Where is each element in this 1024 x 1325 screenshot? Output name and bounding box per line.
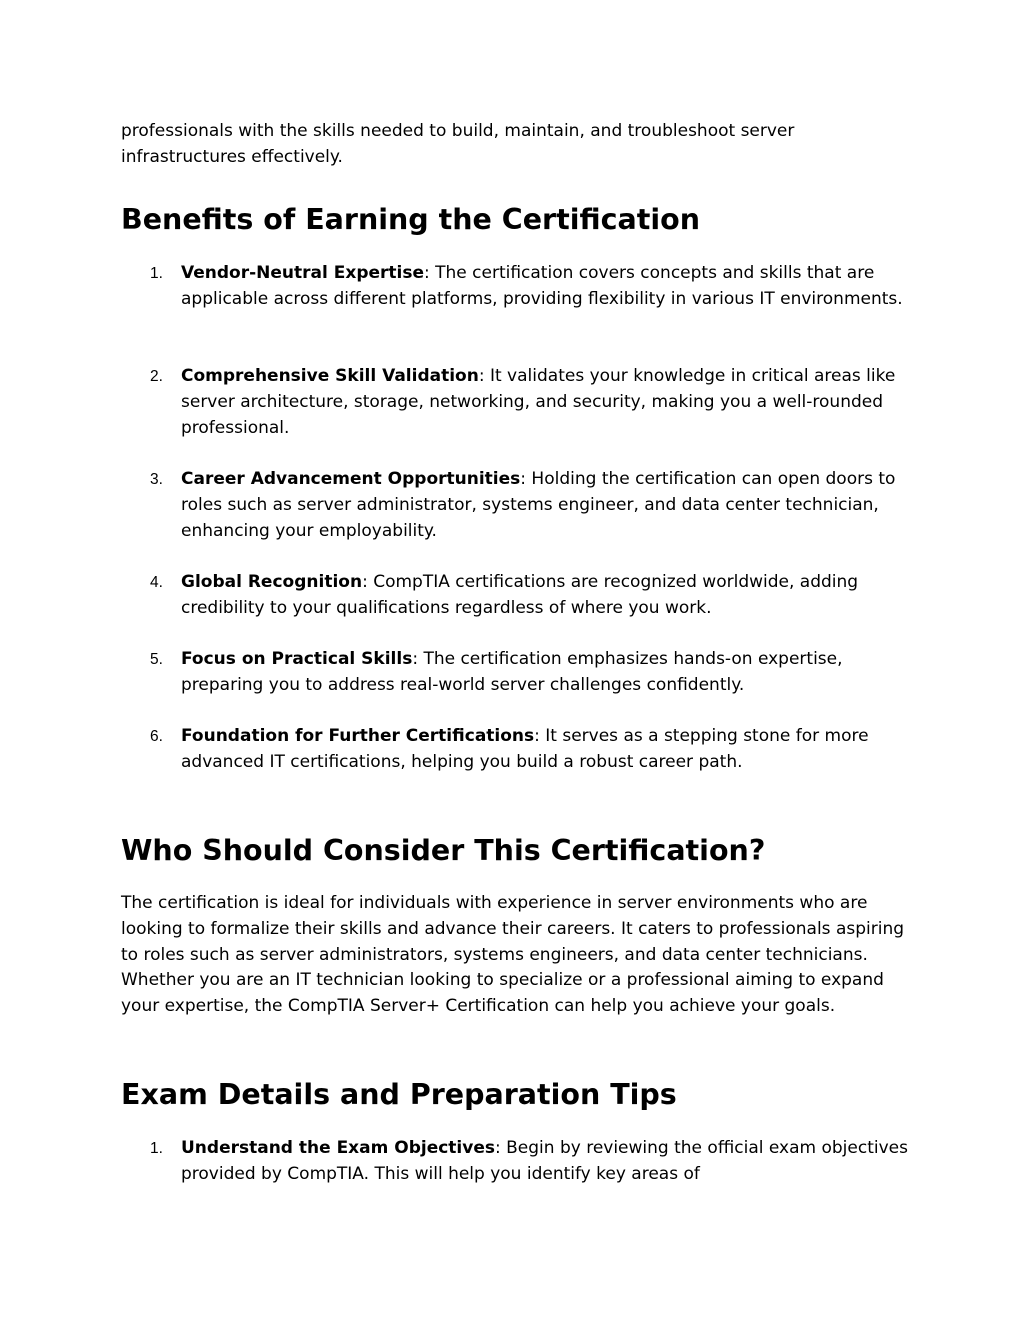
list-number: 5. bbox=[150, 651, 163, 668]
exam-heading: Exam Details and Preparation Tips bbox=[121, 1078, 677, 1111]
list-item-text: : The certification covers concepts and skills that are applicable across different platforms, providing flexibility in various IT environments. bbox=[181, 263, 903, 309]
list-number: 3. bbox=[150, 471, 163, 488]
list-item-body bbox=[181, 570, 909, 622]
who-heading: Who Should Consider This Certification? bbox=[121, 834, 766, 867]
list-item-title: Understand the Exam Objectives bbox=[181, 1138, 495, 1158]
list-item-text: : Begin by reviewing the official exam objectives provided by CompTIA. This will help you identify key areas of bbox=[181, 1138, 908, 1184]
list-item-title: Comprehensive Skill Validation bbox=[181, 366, 479, 386]
list-item-text: : It serves as a stepping stone for more advanced IT certifications, helping you build a robust career path. bbox=[181, 726, 869, 772]
list-item-text: : CompTIA certifications are recognized worldwide, adding credibility to your qualifications regardless of where you work. bbox=[181, 572, 859, 618]
list-item-title: Vendor-Neutral Expertise bbox=[181, 263, 424, 283]
list-number: 6. bbox=[150, 728, 163, 745]
list-number: 4. bbox=[150, 574, 163, 591]
list-item-body bbox=[181, 724, 909, 776]
who-paragraph: The certification is ideal for individuals with experience in server environments who are looking to formalize their skills and advance their careers. It caters to professionals aspiring to roles such as server administrators, systems engineers, and data center technicians. Whether you are an IT technician looking to specialize or a professional aiming to expand your expertise, the CompTIA Server+ Certification can help you achieve your goals. bbox=[121, 893, 905, 1017]
list-item-title: Global Recognition bbox=[181, 572, 363, 592]
list-item-body bbox=[181, 467, 909, 544]
list-number: 2. bbox=[150, 368, 163, 385]
list-item-text: : It validates your knowledge in critical areas like server architecture, storage, networking, and security, making you a well-rounded professional. bbox=[181, 366, 896, 438]
list-item-body bbox=[181, 647, 909, 699]
list-item-body bbox=[181, 261, 909, 313]
list-item-title: Foundation for Further Certifications bbox=[181, 726, 535, 746]
intro-paragraph: professionals with the skills needed to build, maintain, and troubleshoot server infrastructures effectively. bbox=[121, 121, 795, 167]
list-item-text: : Holding the certification can open doors to roles such as server administrator, systems engineer, and data center technician, enhancing your employability. bbox=[181, 469, 896, 541]
list-number: 1. bbox=[150, 1140, 163, 1157]
list-item-title: Career Advancement Opportunities bbox=[181, 469, 521, 489]
list-item-title: Focus on Practical Skills bbox=[181, 649, 413, 669]
list-item-text: : The certification emphasizes hands-on expertise, preparing you to address real-world server challenges confidently. bbox=[181, 649, 843, 695]
list-item-body bbox=[181, 1136, 909, 1188]
benefits-heading: Benefits of Earning the Certification bbox=[121, 203, 701, 236]
list-item-body bbox=[181, 364, 909, 441]
list-number: 1. bbox=[150, 265, 163, 282]
